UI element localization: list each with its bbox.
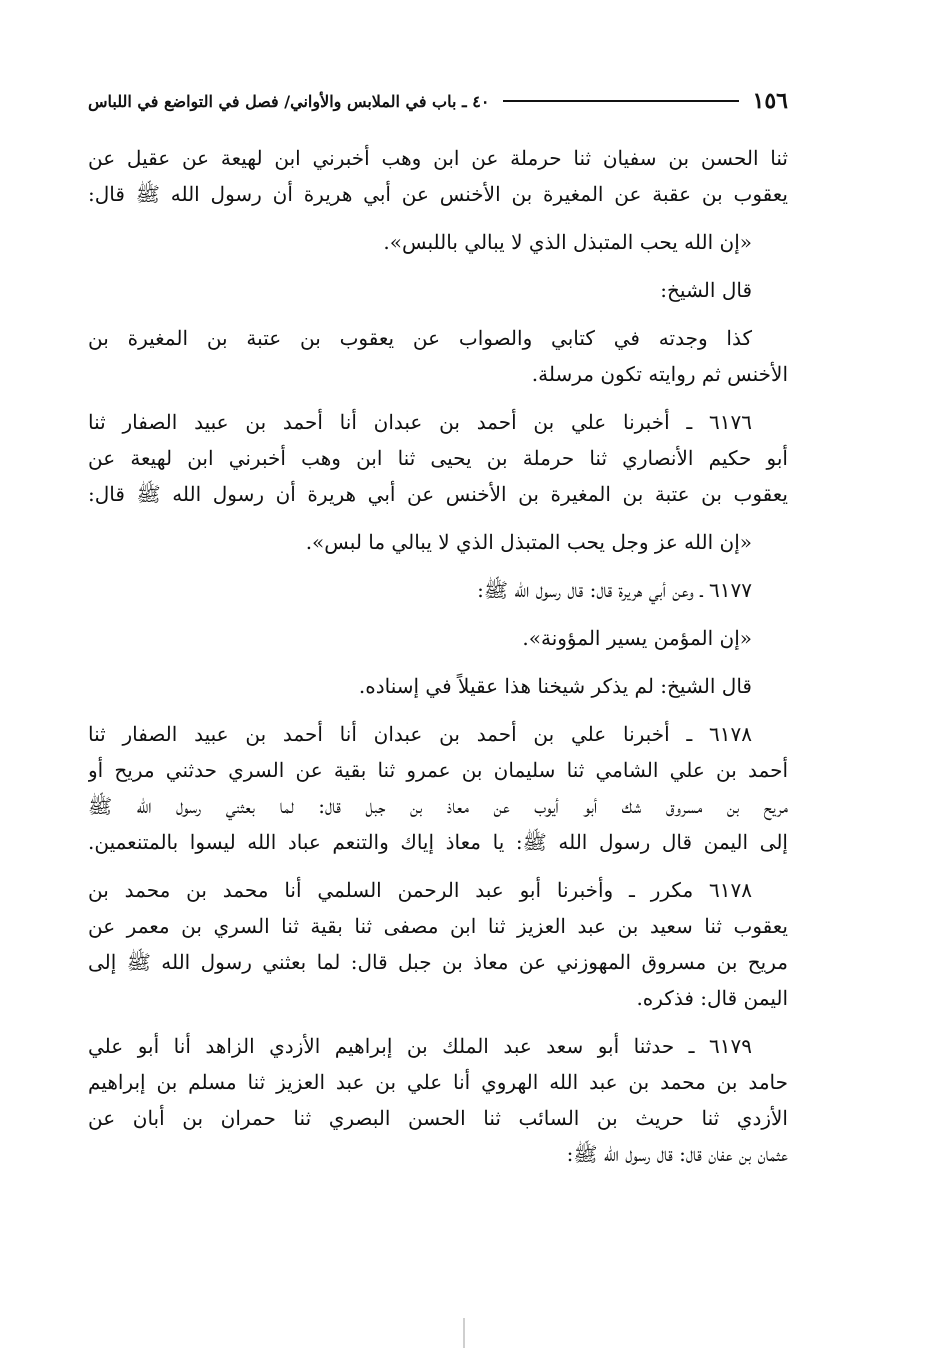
text-line: ثنا الحسن بن سفيان ثنا حرملة عن ابن وهب أخبرني ابن لهيعة عن عقيل عن	[88, 146, 788, 170]
text-line: قال الشيخ: لم يذكر شيخنا هذا عقيلاً في إسناده.	[358, 674, 752, 698]
text-line: اليمن قال: فذكره.	[636, 986, 788, 1010]
text-line: مريح بن مسروق شك أبو أيوب عن معاذ بن جبل قال: لما بعثني رسول الله ﷺ	[88, 794, 788, 818]
page-number: ١٥٦	[752, 88, 788, 114]
text-line: يعقوب بن عتبة بن المغيرة بن الأخنس عن أبي هريرة أن رسول الله ﷺ قال:	[88, 482, 788, 506]
header-rule	[503, 100, 738, 102]
text-line: الأخنس ثم روايته تكون مرسلة.	[531, 362, 788, 386]
hadith-text: «إن المؤمن يسير المؤونة».	[522, 626, 752, 650]
text-line: كذا وجدته في كتابي والصواب عن يعقوب بن عتبة بن المغيرة بن	[88, 326, 752, 350]
hadith-text: «إن الله عز وجل يحب المتبذل الذي لا يبالي ما لبس».	[305, 530, 752, 554]
page-body	[88, 140, 788, 1172]
text-line: عثمان بن عفان قال: قال رسول الله ﷺ:	[566, 1142, 788, 1166]
text-line: أبو حكيم الأنصاري ثنا حرملة بن يحيى ثنا ابن وهب أخبرني ابن لهيعة عن	[88, 446, 788, 470]
text-line: الأزدي ثنا حريث بن السائب ثنا الحسن البصري ثنا حمران بن أبان عن	[88, 1106, 788, 1130]
text-line: يعقوب ثنا سعيد بن عبد العزيز ثنا ابن مصفى ثنا بقية ثنا السري بن معمر عن	[88, 914, 788, 938]
hadith-entry-start: ٦١٧٩ ـ حدثنا أبو سعد عبد الملك بن إبراهيم الأزدي الزاهد أنا أبو علي	[88, 1034, 752, 1058]
scan-artifact	[463, 1318, 465, 1348]
text-line: يعقوب بن عقبة عن المغيرة بن الأخنس عن أبي هريرة أن رسول الله ﷺ قال:	[88, 182, 788, 206]
hadith-entry-start: ٦١٧٧ ـ وعن أبي هريرة قال: قال رسول الله ﷺ:	[477, 578, 752, 602]
text-line: حامد بن محمد بن عبد الله الهروي أنا علي بن عبد العزيز ثنا مسلم بن إبراهيم	[88, 1070, 788, 1094]
text-line: إلى اليمن قال رسول الله ﷺ: يا معاذ إياك والتنعم عباد الله ليسوا بالمتنعمين.	[88, 830, 788, 854]
hadith-text: «إن الله يحب المتبذل الذي لا يبالي باللبس».	[383, 230, 752, 254]
hadith-entry-start: ٦١٧٨ مكرر ـ وأخبرنا أبو عبد الرحمن السلمي أنا محمد بن محمد بن	[88, 878, 752, 902]
text-line: قال الشيخ:	[660, 278, 752, 302]
page-header	[88, 84, 788, 118]
text-line: أحمد بن علي الشامي ثنا سليمان بن عمرو ثنا بقية عن السري حدثني مريح أو	[88, 758, 788, 782]
text-line: مريح بن مسروق المهوزني عن معاذ بن جبل قال: لما بعثني رسول الله ﷺ إلى	[88, 950, 788, 974]
running-title: ٤٠ ـ باب في الملابس والأواني/ فصل في التواضع في اللباس	[88, 91, 490, 111]
hadith-entry-start: ٦١٧٦ ـ أخبرنا علي بن أحمد بن عبدان أنا أحمد بن عبيد الصفار ثنا	[88, 410, 752, 434]
hadith-entry-start: ٦١٧٨ ـ أخبرنا علي بن أحمد بن عبدان أنا أحمد بن عبيد الصفار ثنا	[88, 722, 752, 746]
